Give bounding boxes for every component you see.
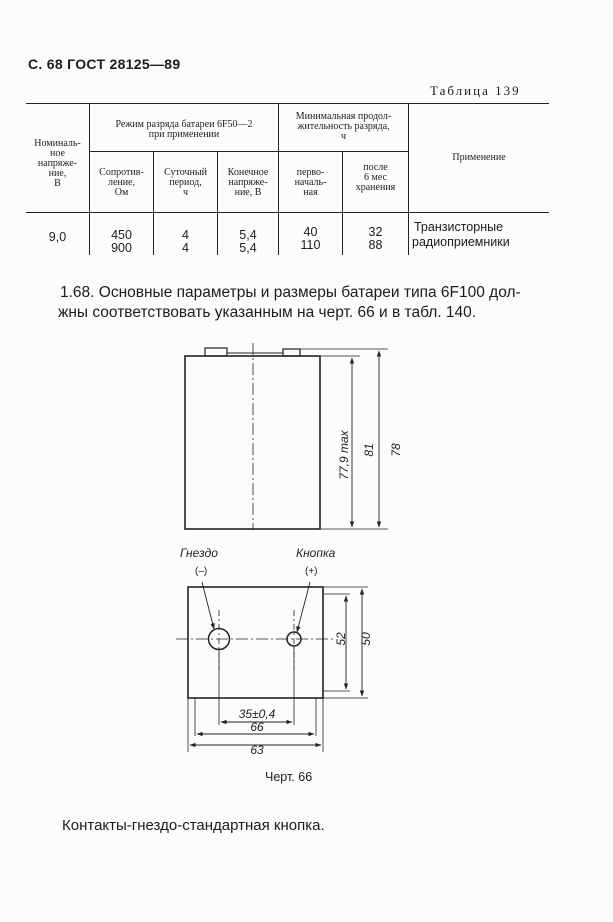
dim-63: 63 — [250, 743, 264, 757]
dim-52: 52 — [334, 632, 348, 646]
page-header: С. 68 ГОСТ 28125—89 — [28, 56, 181, 72]
cell-resistance: 450 900 — [111, 228, 132, 255]
header-discharge-mode: Режим разряда батареи 6F50—2 при применении — [115, 119, 253, 140]
dim-78: 78 — [389, 443, 403, 457]
header-daily-period: Суточный период, ч — [164, 167, 207, 198]
paragraph-1-68: 1.68. Основные параметры и размеры батареи типа 6F100 дол- жны соответствовать указанным на черт. 66 и в табл. 140. — [58, 284, 521, 321]
col-rule-6 — [408, 104, 409, 255]
header-initial: перво- началь- ная — [294, 167, 327, 198]
header-after-storage: после 6 мес хранения — [355, 162, 396, 193]
table-mid-rule — [90, 151, 408, 152]
header-resistance: Сопротив- ление, Ом — [99, 167, 144, 198]
header-min-duration: Минимальная продол- жительность разряда, ч — [295, 111, 392, 142]
table-header-rule — [26, 212, 549, 213]
dim-66: 66 — [250, 720, 264, 734]
cell-final-voltage: 5,4 5,4 — [239, 228, 257, 255]
figure-caption: Черт. 66 — [265, 770, 313, 784]
label-socket: Гнездо — [180, 546, 218, 560]
cell-after-storage: 32 88 — [368, 225, 383, 252]
header-application: Применение — [452, 152, 506, 163]
drawing-66 — [0, 340, 613, 760]
table-title: Таблица 139 — [430, 83, 521, 98]
battery-side-view — [185, 343, 388, 530]
header-nominal-voltage: Номиналь- ное напряже- ние, В — [34, 138, 81, 189]
battery-top-view — [176, 582, 368, 752]
cell-voltage: 9,0 — [48, 230, 67, 244]
dim-50: 50 — [359, 632, 373, 646]
dim-height-max: 77,9 max — [337, 430, 351, 480]
footer-text: Контакты-гнездо-стандартная кнопка. — [62, 817, 325, 834]
cell-application: Транзисторные радиоприемники — [412, 220, 510, 249]
label-socket-sign: (–) — [195, 566, 208, 577]
dim-81: 81 — [362, 443, 376, 457]
table-top-rule — [26, 103, 549, 104]
label-button-sign: (+) — [305, 566, 318, 577]
dim-35: 35±0,4 — [238, 707, 276, 721]
cell-initial: 40 110 — [300, 225, 321, 252]
cell-daily-period: 4 4 — [182, 228, 189, 255]
header-final-voltage: Конечное напряже- ние, В — [227, 167, 269, 198]
label-button: Кнопка — [296, 546, 336, 560]
